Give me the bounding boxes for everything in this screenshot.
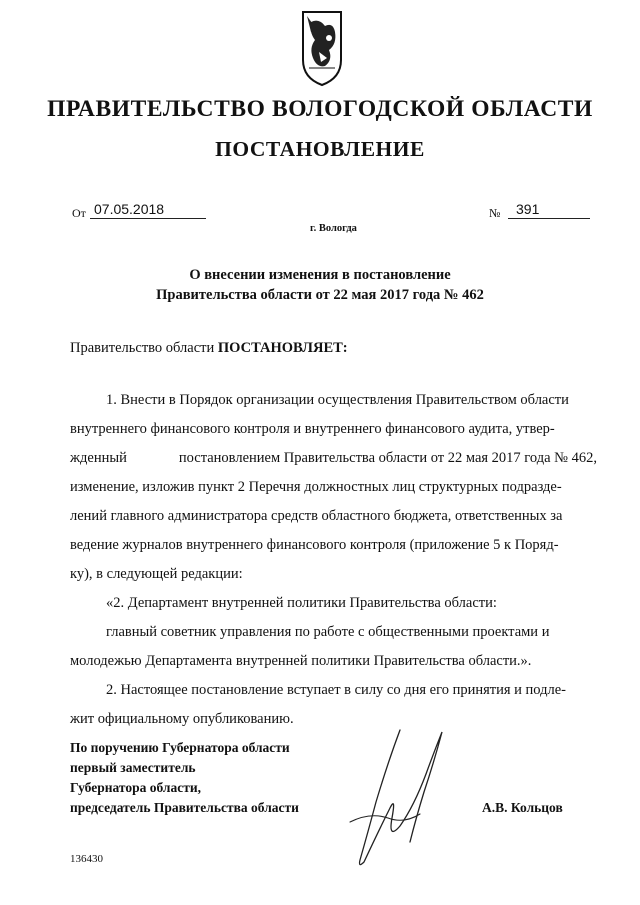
- p1-line-4: изменение, изложив пункт 2 Перечня должностных лиц структурных подразде-: [70, 479, 562, 495]
- p2-line-2: жит официальному опубликованию.: [70, 711, 294, 727]
- footer-code: 136430: [70, 853, 103, 865]
- preamble: [70, 334, 348, 363]
- signature-line-4: председатель Правительства области: [70, 800, 299, 815]
- p1-line-7: ку), в следующей редакции:: [70, 566, 243, 582]
- number-underline: [508, 218, 590, 219]
- p1-line-1: 1. Внести в Порядок организации осуществления Правительством области: [106, 392, 569, 408]
- city-label: г. Вологда: [310, 223, 357, 234]
- preamble-decree-word: ПОСТАНОВЛЯЕТ:: [217, 340, 348, 356]
- quote-line-1: «2. Департамент внутренней политики Правительства области:: [106, 595, 497, 611]
- document-title-line-1: О внесении изменения в постановление: [189, 267, 451, 283]
- preamble-text: Правительство области: [70, 340, 218, 356]
- quote-line-3: молодежью Департамента внутренней политики Правительства области.».: [70, 653, 532, 669]
- p1-line-6: ведение журналов внутреннего финансового контроля (приложение 5 к Поряд-: [70, 537, 559, 553]
- p1-line-3: [70, 444, 597, 473]
- document-number: 391: [516, 201, 540, 217]
- number-prefix: №: [489, 206, 501, 220]
- p1-line-5: лений главного администратора средств областного бюджета, ответственных за: [70, 508, 563, 524]
- handwritten-signature: [330, 722, 460, 872]
- document-type: ПОСТАНОВЛЕНИЕ: [215, 137, 425, 161]
- government-title: ПРАВИТЕЛЬСТВО ВОЛОГОДСКОЙ ОБЛАСТИ: [47, 96, 593, 122]
- document-date: 07.05.2018: [94, 201, 165, 217]
- signature-line-2: первый заместитель: [70, 760, 196, 775]
- date-underline: [90, 218, 206, 219]
- signature-line-1: По поручению Губернатора области: [70, 740, 290, 755]
- document-title-line-2: Правительства области от 22 мая 2017 года № 462: [156, 287, 484, 303]
- coat-of-arms-emblem: [299, 8, 345, 88]
- p2-line-1: 2. Настоящее постановление вступает в силу со дня его принятия и подле-: [106, 682, 567, 698]
- p1-line-3-b: постановлением Правительства области от 22 мая 2017 года № 462,: [178, 450, 597, 466]
- signature-line-3: Губернатора области,: [70, 780, 201, 795]
- p1-line-3-a: жденный: [70, 450, 127, 466]
- signatory-name: А.В. Кольцов: [482, 800, 563, 815]
- date-prefix: От: [72, 206, 86, 220]
- quote-line-2: главный советник управления по работе с общественными проектами и: [106, 624, 550, 640]
- p1-line-2: внутреннего финансового контроля и внутреннего финансового аудита, утвер-: [70, 421, 555, 437]
